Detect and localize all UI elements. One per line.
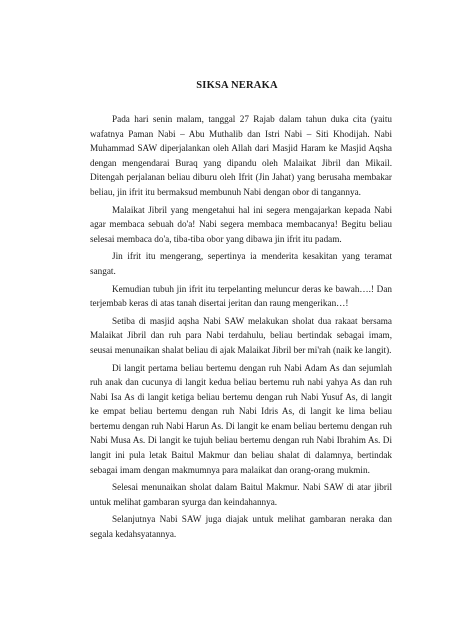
paragraph-5: Setiba di masjid aqsha Nabi SAW melakukan sholat dua rakaat bersama Malaikat Jibril dan ruh para Nabi terdahulu, beliau bertindak sebagai imam, seusai menunaikan shalat beliau di ajak Malaikat Jibril ber mi'rah (naik ke langit). — [90, 315, 392, 355]
paragraph-2: Malaikat Jibril yang mengetahui hal ini segera mengajarkan kepada Nabi agar membaca sebuah do'a! Nabi segera membaca membacanya! Begitu beliau selesai membaca do'a, tiba-tiba obor yang dibawa jin ifrit itu padam. — [90, 204, 392, 244]
paragraph-3: Jin ifrit itu mengerang, sepertinya ia menderita kesakitan yang teramat sangat. — [90, 251, 392, 276]
paragraph-6: Di langit pertama beliau bertemu dengan ruh Nabi Adam As dan sejumlah ruh anak dan cucunya di langit kedua beliau bertemu ruh nabi yahya As dan ruh Nabi Isa As di langit ketiga beliau bertemu dengan ruh Nabi Yusuf As, di langit ke empat beliau bertemu dengan ruh Nabi Idris As, di langit ke lima beliau bertemu dengan ruh Nabi Harun As. Di langit ke enam beliau bertemu dengan ruh Nabi Musa As. Di langit ke tujuh beliau bertemu dengan ruh Nabi Ibrahim As. Di langit ini pula letak Baitul Makmur dan beliau shalat di dalamnya, bertindak sebagai imam dengan makmumnya para malaikat dan orang-orang mukmin. — [90, 362, 392, 475]
paragraph-1: Pada hari senin malam, tanggal 27 Rajab dalam tahun duka cita (yaitu wafatnya Paman Nabi – Abu Muthalib dan Istri Nabi – Siti Khodijah. Nabi Muhammad SAW diperjalankan oleh Allah dari Masjid Haram ke Masjid Aqsha dengan mengendarai Buraq yang dipandu oleh Malaikat Jibril dan Mikail. Ditengah perjalanan beliau diburu oleh Ifrit (Jin Jahat) yang berusaha membakar beliau, jin ifrit itu bermaksud membunuh Nabi dengan obor di tangannya. — [90, 114, 392, 197]
document-body — [90, 112, 392, 545]
paragraph-4: Kemudian tubuh jin ifrit itu terpelanting meluncur deras ke bawah….! Dan terjembab keras di atas tanah disertai jeritan dan raung mengerikan…! — [90, 283, 392, 309]
page-title: SIKSA NERAKA — [196, 80, 278, 91]
paragraph-8: Selanjutnya Nabi SAW juga diajak untuk melihat gambaran neraka dan segala kedahsyatannya. — [90, 514, 392, 540]
paragraph-7: Selesai menunaikan sholat dalam Baitul Makmur. Nabi SAW di atar jibril untuk melihat gambaran syurga dan keindahannya. — [90, 482, 392, 507]
